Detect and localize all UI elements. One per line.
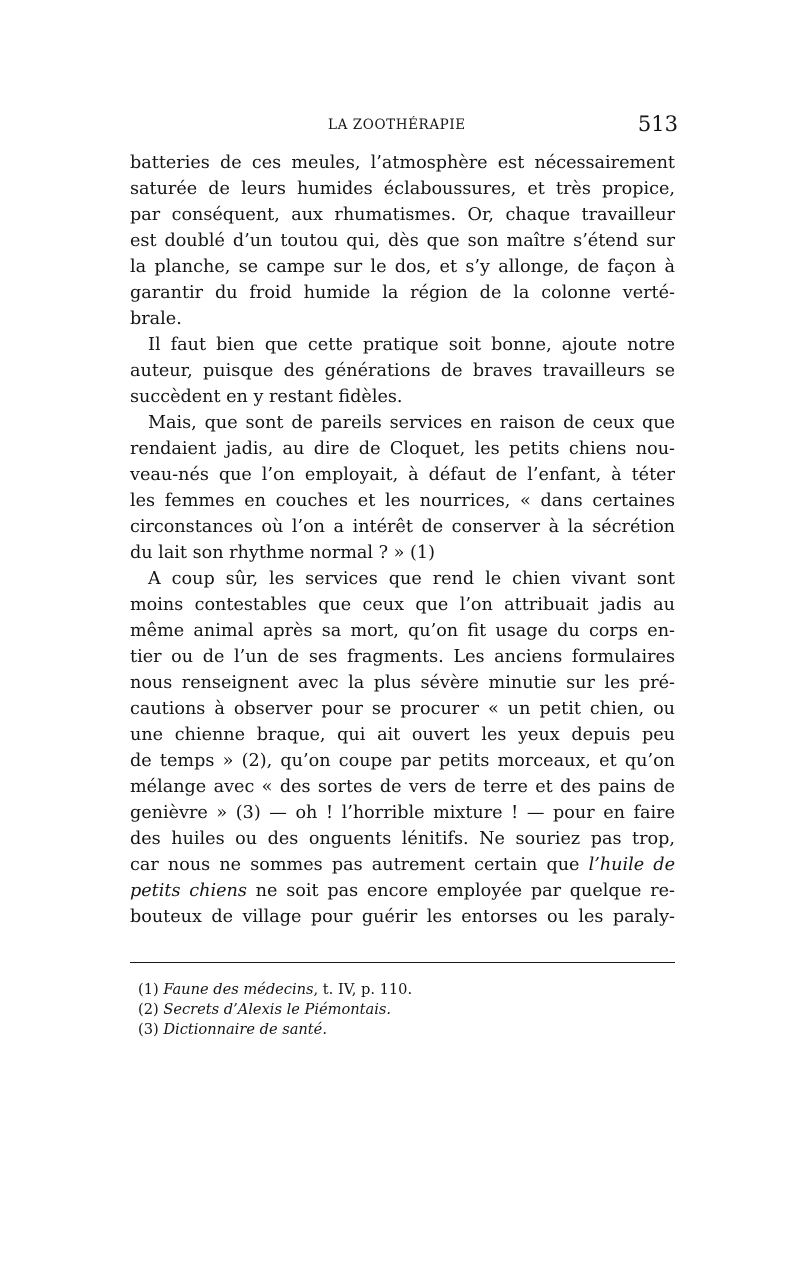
footnote-title: Dictionnaire de santé. xyxy=(163,1021,327,1038)
footnote-number: (2) xyxy=(138,1001,159,1018)
text-line: les femmes en couches et les nourrices, « dans certaines xyxy=(130,491,675,511)
text-line: tier ou de l’un de ses fragments. Les anciens formulaires xyxy=(130,647,675,667)
text-line: A coup sûr, les services que rend le chien vivant sont xyxy=(148,569,675,589)
text-line: rendaient jadis, au dire de Cloquet, les petits chiens nou- xyxy=(130,439,675,459)
text-line: Mais, que sont de pareils services en raison de ceux que xyxy=(148,413,675,433)
footnote-number: (3) xyxy=(138,1021,159,1038)
text-line: batteries de ces meules, l’atmosphère est nécessairement xyxy=(130,153,675,173)
footnote-rule xyxy=(130,962,675,963)
text-line: veau-nés que l’on employait, à défaut de l’enfant, à téter xyxy=(130,465,675,485)
text-line: auteur, puisque des générations de braves travailleurs se xyxy=(130,361,675,381)
italic-text: petits chiens xyxy=(130,881,247,901)
running-title: LA ZOOTHÉRAPIE xyxy=(328,117,466,133)
text-line: Il faut bien que cette pratique soit bonne, ajoute notre xyxy=(148,335,675,355)
footnote-title: Faune des médecins xyxy=(163,981,314,998)
text-line: la planche, se campe sur le dos, et s’y allonge, de façon à xyxy=(130,257,675,277)
text-line: même animal après sa mort, qu’on fit usage du corps en- xyxy=(130,621,675,641)
text-line: bouteux de village pour guérir les entorses ou les paraly- xyxy=(130,907,675,927)
text-line: circonstances où l’on a intérêt de conserver à la sécrétion xyxy=(130,517,675,537)
footnote-number: (1) xyxy=(138,981,159,998)
text-line: genièvre » (3) — oh ! l’horrible mixture ! — pour en faire xyxy=(130,803,675,823)
text-line: moins contestables que ceux que l’on attribuait jadis au xyxy=(130,595,675,615)
text-line: succèdent en y restant fidèles. xyxy=(130,387,403,407)
footnote xyxy=(138,980,658,1000)
text-line: mélange avec « des sortes de vers de terre et des pains de xyxy=(130,777,675,797)
footnote xyxy=(138,1020,658,1040)
text-run: ne soit pas encore employée par quelque re- xyxy=(246,881,675,901)
page-number: 513 xyxy=(637,112,678,136)
text-line: nous renseignent avec la plus sévère minutie sur les pré- xyxy=(130,673,675,693)
footnote xyxy=(138,1000,658,1020)
text-line: brale. xyxy=(130,309,182,329)
text-line: garantir du froid humide la région de la colonne verté- xyxy=(130,283,675,303)
running-head xyxy=(130,112,680,146)
italic-text: l’huile de xyxy=(588,855,675,875)
text-run: car nous ne sommes pas autrement certain que xyxy=(130,855,589,875)
text-line: du lait son rhythme normal ? » (1) xyxy=(130,543,435,563)
text-line xyxy=(130,852,675,878)
footnote-ref: , t. IV, p. 110. xyxy=(313,981,413,998)
text-line: cautions à observer pour se procurer « un petit chien, ou xyxy=(130,699,675,719)
footnotes xyxy=(138,980,658,1040)
footnote-title: Secrets d’Alexis le Piémontais. xyxy=(163,1001,392,1018)
text-line: saturée de leurs humides éclaboussures, et très propice, xyxy=(130,179,675,199)
text-line: par conséquent, aux rhumatismes. Or, chaque travailleur xyxy=(130,205,675,225)
body-text xyxy=(130,150,675,930)
text-line: des huiles ou des onguents lénitifs. Ne souriez pas trop, xyxy=(130,829,675,849)
text-line: est doublé d’un toutou qui, dès que son maître s’étend sur xyxy=(130,231,675,251)
text-line: une chienne braque, qui ait ouvert les yeux depuis peu xyxy=(130,725,675,745)
text-line xyxy=(130,878,675,904)
text-line: de temps » (2), qu’on coupe par petits morceaux, et qu’on xyxy=(130,751,675,771)
